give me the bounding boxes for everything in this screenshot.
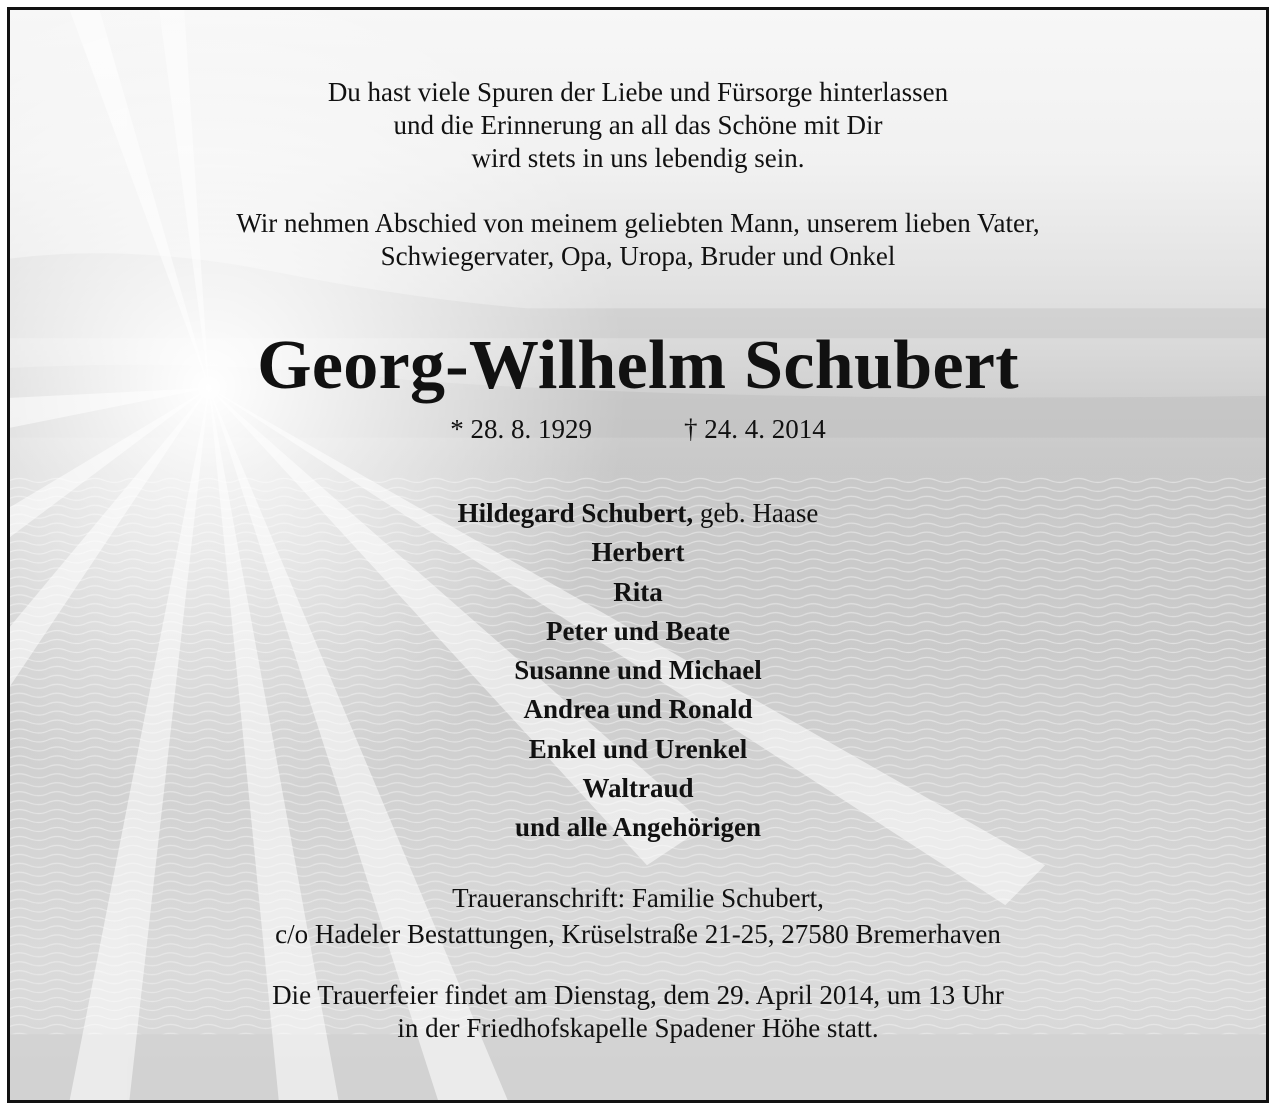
verse-line: Du hast viele Spuren der Liebe und Fürsorge hinterlassen: [327, 77, 949, 107]
mourner-item: Enkel und Urenkel: [528, 733, 748, 764]
verse-line: wird stets in uns lebendig sein.: [471, 143, 805, 173]
mourner-item: Herbert: [591, 537, 685, 568]
birth-date: * 28. 8. 1929: [450, 414, 592, 444]
mourner-item: Waltraud: [582, 773, 694, 804]
mourner-item: und alle Angehörigen: [514, 812, 762, 843]
mourner-item: Andrea und Ronald: [523, 694, 753, 725]
death-date: † 24. 4. 2014: [684, 414, 826, 444]
obituary-notice: [7, 7, 1269, 1103]
address-line: c/o Hadeler Bestattungen, Krüselstraße 21-25, 27580 Bremerhaven: [275, 919, 1001, 949]
deceased-name: Georg-Wilhelm Schubert: [257, 327, 1019, 404]
mourner-item: Peter und Beate: [546, 615, 730, 646]
memorial-verse: [10, 76, 1266, 175]
spouse-name: Hildegard Schubert,: [457, 498, 694, 528]
mourner-spouse: [10, 494, 1266, 533]
ceremony-line: in der Friedhofskapelle Spadener Höhe statt.: [397, 1013, 879, 1043]
life-dates: [10, 412, 1266, 446]
ceremony-line: Die Trauerfeier findet am Dienstag, dem 29. April 2014, um 13 Uhr: [272, 980, 1004, 1010]
mourner-item: Rita: [613, 576, 663, 607]
mourner-item: Susanne und Michael: [514, 655, 762, 686]
mourning-address: [10, 880, 1266, 952]
verse-line: und die Erinnerung an all das Schöne mit Dir: [393, 110, 883, 140]
funeral-ceremony-info: [10, 979, 1266, 1045]
intro-line: Wir nehmen Abschied von meinem geliebten Mann, unserem lieben Vater,: [236, 208, 1040, 238]
intro-line: Schwiegervater, Opa, Uropa, Bruder und Onkel: [380, 241, 896, 271]
farewell-intro: [10, 207, 1266, 273]
mourners-list: [10, 494, 1266, 848]
spouse-maiden-name: geb. Haase: [699, 498, 819, 528]
address-line: Traueranschrift: Familie Schubert,: [452, 883, 824, 913]
